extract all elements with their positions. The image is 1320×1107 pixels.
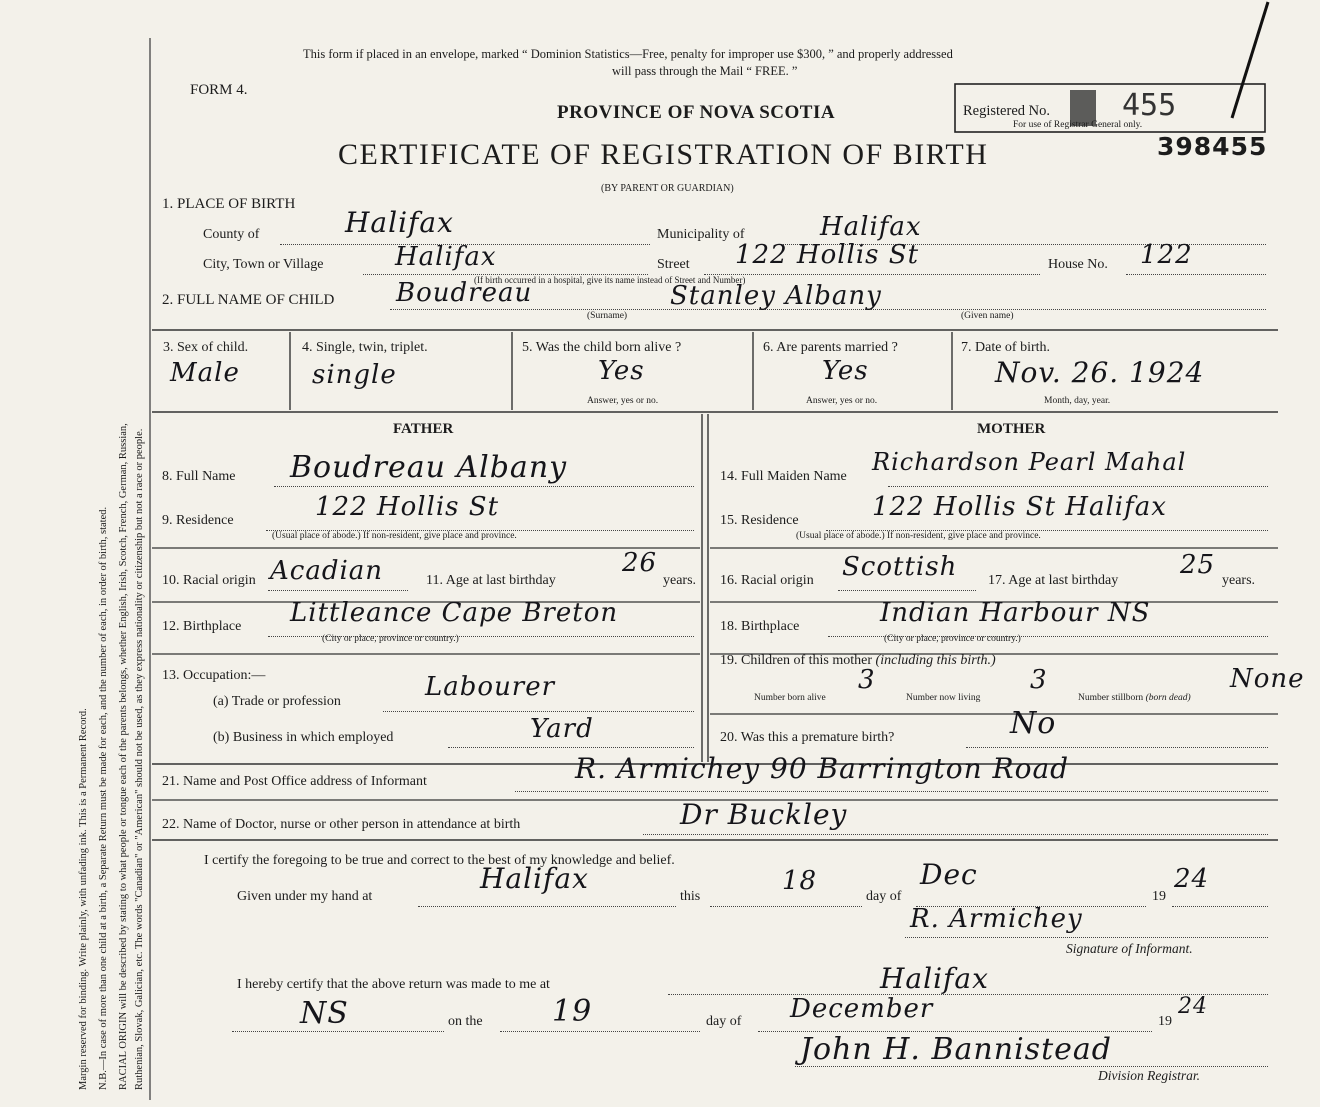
dob-caption: Month, day, year. xyxy=(1044,396,1111,406)
parents-married-caption: Answer, yes or no. xyxy=(806,396,878,406)
mother-heading: MOTHER xyxy=(977,421,1046,437)
house-no-label: House No. xyxy=(1048,257,1108,272)
mother-racial-label: 16. Racial origin xyxy=(720,573,814,588)
surname-caption: (Surname) xyxy=(587,311,628,321)
stamp-number: 398455 xyxy=(1157,132,1268,161)
mother-residence-label: 15. Residence xyxy=(720,513,799,528)
doctor-value: Dr Buckley xyxy=(680,798,848,831)
premature-label: 20. Was this a premature birth? xyxy=(720,730,895,745)
child-surname: Boudreau xyxy=(396,278,533,308)
return-day: 19 xyxy=(552,994,593,1029)
municipality-label: Municipality of xyxy=(657,227,745,242)
given-at-place: Halifax xyxy=(480,862,589,895)
business-label: (b) Business in which employed xyxy=(213,730,394,745)
stillborn-count: None xyxy=(1230,664,1305,694)
father-residence-label: 9. Residence xyxy=(162,513,234,528)
father-birthplace-value: Littleance Cape Breton xyxy=(290,598,619,628)
premature-value: No xyxy=(1010,706,1057,741)
street-value: 122 Hollis St xyxy=(735,240,920,270)
street-note: (If birth occurred in a hospital, give its name instead of Street and Number) xyxy=(474,275,746,285)
mother-residence-caption: (Usual place of abode.) If non-resident, give place and province. xyxy=(796,531,1041,541)
form-number: FORM 4. xyxy=(190,82,248,98)
margin-note-4: Ruthenian, Slovak, Galician, etc. The words "Canadian" or "American" should not be used, as they express nationality or citizenship but not a race or people. xyxy=(134,428,145,1090)
dob-value: Nov. 26. 1924 xyxy=(995,356,1205,389)
street-label: Street xyxy=(657,257,690,272)
informant-label: 21. Name and Post Office address of Informant xyxy=(162,774,427,789)
occupation-label: 13. Occupation:— xyxy=(162,668,266,683)
mother-years: years. xyxy=(1222,573,1256,588)
margin-note-1: Margin reserved for binding. Write plainly, with unfading ink. This is a Permanent Record. xyxy=(78,708,89,1090)
father-residence-caption: (Usual place of abode.) If non-resident, give place and province. xyxy=(272,531,517,541)
born-alive-label: 5. Was the child born alive ? xyxy=(522,340,682,355)
province-heading: PROVINCE OF NOVA SCOTIA xyxy=(557,102,836,123)
given-day: 18 xyxy=(782,866,818,896)
sex-value: Male xyxy=(170,358,240,388)
margin-note-2: N.B.—In case of more than one child at a birth, a Separate Return must be made for each, and the number of each, in order of birth, stated. xyxy=(98,506,109,1090)
return-year: 24 xyxy=(1178,994,1208,1019)
house-no-value: 122 xyxy=(1140,240,1193,270)
return-place-province: NS xyxy=(300,996,349,1031)
given-year-prefix: 19 xyxy=(1152,889,1166,904)
business-value: Yard xyxy=(530,714,594,744)
county-label: County of xyxy=(203,227,260,242)
born-alive-caption: Answer, yes or no. xyxy=(587,396,659,406)
certificate-subtitle: (BY PARENT OR GUARDIAN) xyxy=(601,183,734,194)
city-label: City, Town or Village xyxy=(203,257,324,272)
now-living-label: Number now living xyxy=(906,693,981,703)
father-birthplace-caption: (City or place, province or country.) xyxy=(322,634,459,644)
municipality-value: Halifax xyxy=(820,212,922,242)
father-residence-value: 122 Hollis St xyxy=(315,492,500,522)
county-value: Halifax xyxy=(345,206,454,239)
return-place: Halifax xyxy=(880,962,989,995)
father-racial-value: Acadian xyxy=(270,556,384,586)
sex-label: 3. Sex of child. xyxy=(163,340,249,355)
given-under-label: Given under my hand at xyxy=(237,889,373,904)
mother-birthplace-label: 18. Birthplace xyxy=(720,619,800,634)
plurality-value: single xyxy=(312,360,397,390)
now-living-count: 3 xyxy=(1030,665,1048,695)
given-month: Dec xyxy=(920,858,978,891)
child-name-label: 2. FULL NAME OF CHILD xyxy=(162,292,335,308)
given-day-of-label: day of xyxy=(866,889,902,904)
father-name-value: Boudreau Albany xyxy=(290,450,568,485)
father-name-label: 8. Full Name xyxy=(162,469,236,484)
division-registrar-caption: Division Registrar. xyxy=(1098,1068,1201,1083)
born-alive-count: 3 xyxy=(858,665,876,695)
father-racial-label: 10. Racial origin xyxy=(162,573,256,588)
trade-label: (a) Trade or profession xyxy=(213,694,341,709)
children-label-text: 19. Children of this mother xyxy=(720,653,873,668)
informant-signature: R. Armichey xyxy=(910,904,1083,934)
parents-married-label: 6. Are parents married ? xyxy=(763,340,898,355)
born-alive-value: Yes xyxy=(598,356,645,386)
father-years: years. xyxy=(663,573,697,588)
given-year: 24 xyxy=(1174,864,1210,894)
mother-name-label: 14. Full Maiden Name xyxy=(720,469,847,484)
mother-birthplace-value: Indian Harbour NS xyxy=(880,598,1151,628)
registered-number: 455 xyxy=(1122,88,1177,123)
children-note: (including this birth.) xyxy=(875,653,996,668)
mother-residence-value: 122 Hollis St Halifax xyxy=(872,492,1167,522)
margin-note-3: RACIAL ORIGIN will be described by stating to what people or tongue each of the parents belongs, whether English, Irish, Scotch, French, German, Russian, xyxy=(118,423,129,1090)
place-of-birth-label: 1. PLACE OF BIRTH xyxy=(162,196,296,212)
mail-notice-line-2: will pass through the Mail “ FREE. ” xyxy=(612,64,798,78)
registrar-signature: John H. Bannistead xyxy=(800,1032,1112,1067)
plurality-label: 4. Single, twin, triplet. xyxy=(302,340,428,355)
mother-name-value: Richardson Pearl Mahal xyxy=(872,448,1187,476)
parents-married-value: Yes xyxy=(822,356,869,386)
child-given-name: Stanley Albany xyxy=(670,281,882,311)
informant-signature-caption: Signature of Informant. xyxy=(1066,941,1193,956)
city-value: Halifax xyxy=(395,242,497,272)
on-the-label: on the xyxy=(448,1014,483,1029)
mother-age-value: 25 xyxy=(1180,550,1216,580)
born-alive-count-label: Number born alive xyxy=(754,693,826,703)
return-year-prefix: 19 xyxy=(1158,1014,1172,1029)
given-name-caption: (Given name) xyxy=(961,311,1014,321)
mother-age-label: 17. Age at last birthday xyxy=(988,573,1119,588)
father-age-value: 26 xyxy=(622,548,658,578)
return-certify-statement: I hereby certify that the above return was made to me at xyxy=(237,977,550,992)
return-day-of-label: day of xyxy=(706,1014,742,1029)
dob-label: 7. Date of birth. xyxy=(961,340,1051,355)
father-age-label: 11. Age at last birthday xyxy=(426,573,556,588)
father-birthplace-label: 12. Birthplace xyxy=(162,619,242,634)
trade-value: Labourer xyxy=(425,672,556,702)
this-label: this xyxy=(680,889,701,904)
father-heading: FATHER xyxy=(393,421,454,437)
registered-label: Registered No. xyxy=(963,103,1050,119)
certificate-title: CERTIFICATE OF REGISTRATION OF BIRTH xyxy=(338,138,989,171)
mother-racial-value: Scottish xyxy=(842,552,958,582)
stillborn-label: Number stillborn (born dead) xyxy=(1078,693,1191,703)
certify-statement: I certify the foregoing to be true and correct to the best of my knowledge and belief. xyxy=(204,853,675,868)
mother-birthplace-caption: (City or place, province or country.) xyxy=(884,634,1021,644)
registrar-use-note: For use of Registrar General only. xyxy=(1013,120,1143,130)
doctor-label: 22. Name of Doctor, nurse or other person in attendance at birth xyxy=(162,817,521,832)
informant-value: R. Armichey 90 Barrington Road xyxy=(575,752,1070,785)
return-month: December xyxy=(790,994,934,1024)
mail-notice-line-1: This form if placed in an envelope, marked “ Dominion Statistics—Free, penalty for improper use $300, ” and properly addressed xyxy=(303,47,953,61)
